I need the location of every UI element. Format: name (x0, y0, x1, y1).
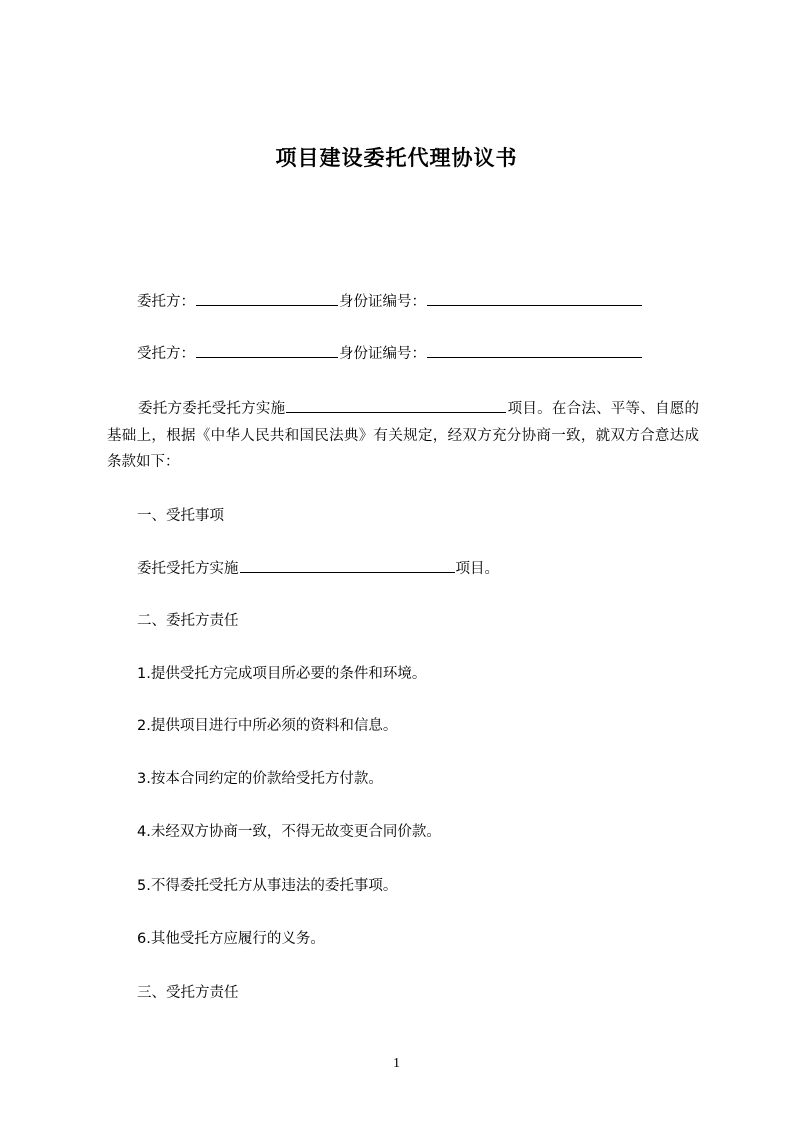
party-a-name-field[interactable] (196, 291, 338, 306)
party-b-label: 受托方： (137, 346, 195, 362)
intro-project-field[interactable] (286, 398, 506, 413)
party-a-row (137, 291, 643, 312)
page-title: 项目建设委托代理协议书 (275, 146, 518, 170)
list-item: 6.其他受托方应履行的义务。 (137, 931, 325, 947)
section1-text-after: 项目。 (455, 561, 499, 577)
section1-heading: 一、受托事项 (137, 508, 224, 524)
list-item: 3.按本合同约定的价款给受托方付款。 (137, 771, 383, 787)
list-item: 2.提供项目进行中所必须的资料和信息。 (137, 718, 398, 734)
party-a-label: 委托方： (137, 294, 195, 310)
party-a-id-label: 身份证编号： (339, 294, 426, 310)
intro-text-before: 委托方委托受托方实施 (138, 401, 286, 417)
section1-content (137, 558, 499, 579)
intro-paragraph (107, 396, 699, 476)
section1-text-before: 委托受托方实施 (137, 561, 239, 577)
party-b-name-field[interactable] (196, 343, 338, 358)
party-b-id-field[interactable] (427, 343, 642, 358)
party-b-id-label: 身份证编号： (339, 346, 426, 362)
party-a-id-field[interactable] (427, 291, 642, 306)
list-item: 4.未经双方协商一致，不得无故变更合同价款。 (137, 824, 441, 840)
intro-text-after: 项目。在合法、平等、自愿的基础上，根据《中华人民共和国民法典》有关规定，经双方充分协商一致，就双方合意达成条款如下： (107, 401, 699, 470)
section1-project-field[interactable] (240, 558, 455, 573)
section2-heading: 二、委托方责任 (137, 613, 239, 629)
list-item: 1.提供受托方完成项目所必要的条件和环境。 (137, 666, 427, 682)
list-item: 5.不得委托受托方从事违法的委托事项。 (137, 878, 398, 894)
party-b-row (137, 343, 643, 364)
page-number: 1 (393, 1056, 400, 1071)
section3-heading: 三、受托方责任 (137, 985, 239, 1001)
